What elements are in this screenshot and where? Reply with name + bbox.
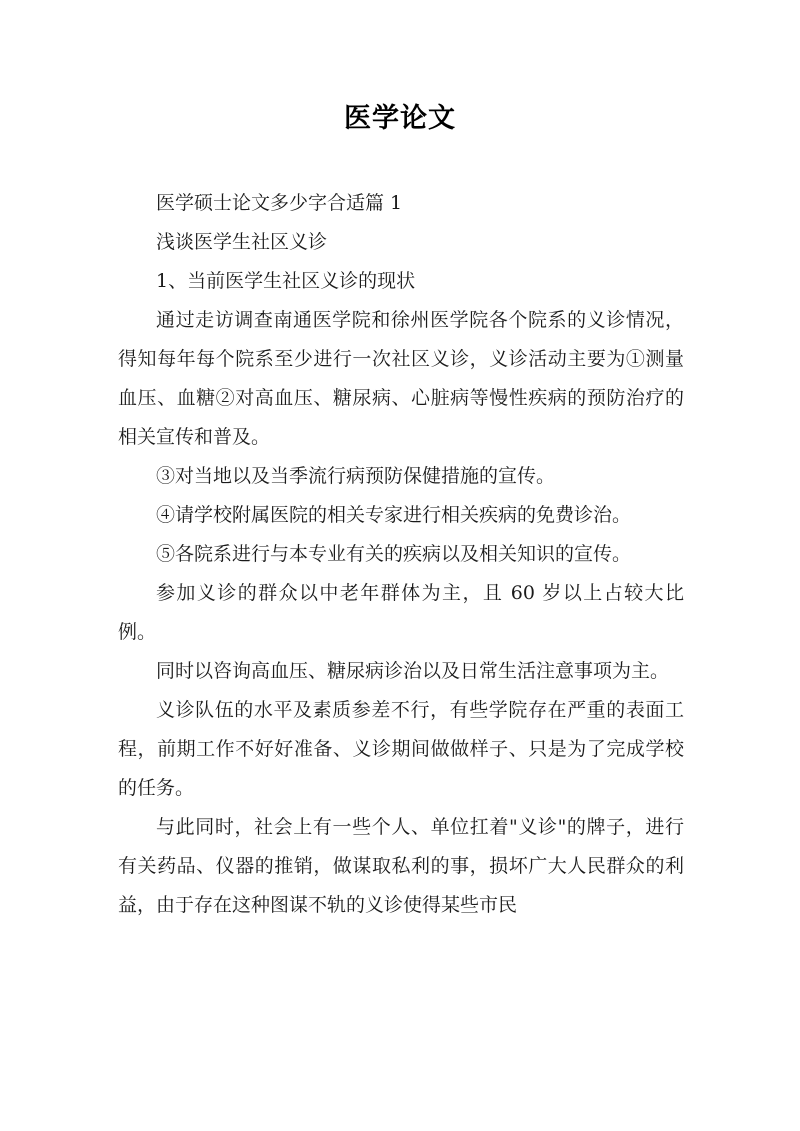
paragraph: 义诊队伍的水平及素质参差不行，有些学院存在严重的表面工程，前期工作不好好准备、义诊期间做做样子、只是为了完成学校的任务。 (118, 699, 684, 799)
paragraph: ③对当地以及当季流行病预防保健措施的宣传。 (156, 465, 556, 487)
paragraph-article-title: 浅谈医学生社区义诊 (156, 231, 328, 253)
paragraph-subtitle: 医学硕士论文多少字合适篇 1 (156, 192, 403, 214)
document-title: 医学论文 (344, 103, 456, 134)
paragraph: 同时以咨询高血压、糖尿病诊治以及日常生活注意事项为主。 (156, 660, 670, 682)
paragraph-section-heading: 1、当前医学生社区义诊的现状 (156, 270, 416, 292)
paragraph: 与此同时，社会上有一些个人、单位扛着"义诊"的牌子，进行有关药品、仪器的推销，做谋取私利的事，损坏广大人民群众的利益，由于存在这种图谋不轨的义诊使得某些市民 (118, 816, 684, 916)
paragraph: ④请学校附属医院的相关专家进行相关疾病的免费诊治。 (156, 504, 632, 526)
document-body (118, 184, 684, 925)
paragraph: 参加义诊的群众以中老年群体为主，且 60 岁以上占较大比例。 (118, 582, 684, 643)
paragraph: ⑤各院系进行与本专业有关的疾病以及相关知识的宣传。 (156, 543, 632, 565)
paragraph: 通过走访调查南通医学院和徐州医学院各个院系的义诊情况，得知每年每个院系至少进行一次社区义诊，义诊活动主要为①测量血压、血糖②对高血压、糖尿病、心脏病等慢性疾病的预防治疗的相关宣传和普及。 (118, 309, 684, 448)
